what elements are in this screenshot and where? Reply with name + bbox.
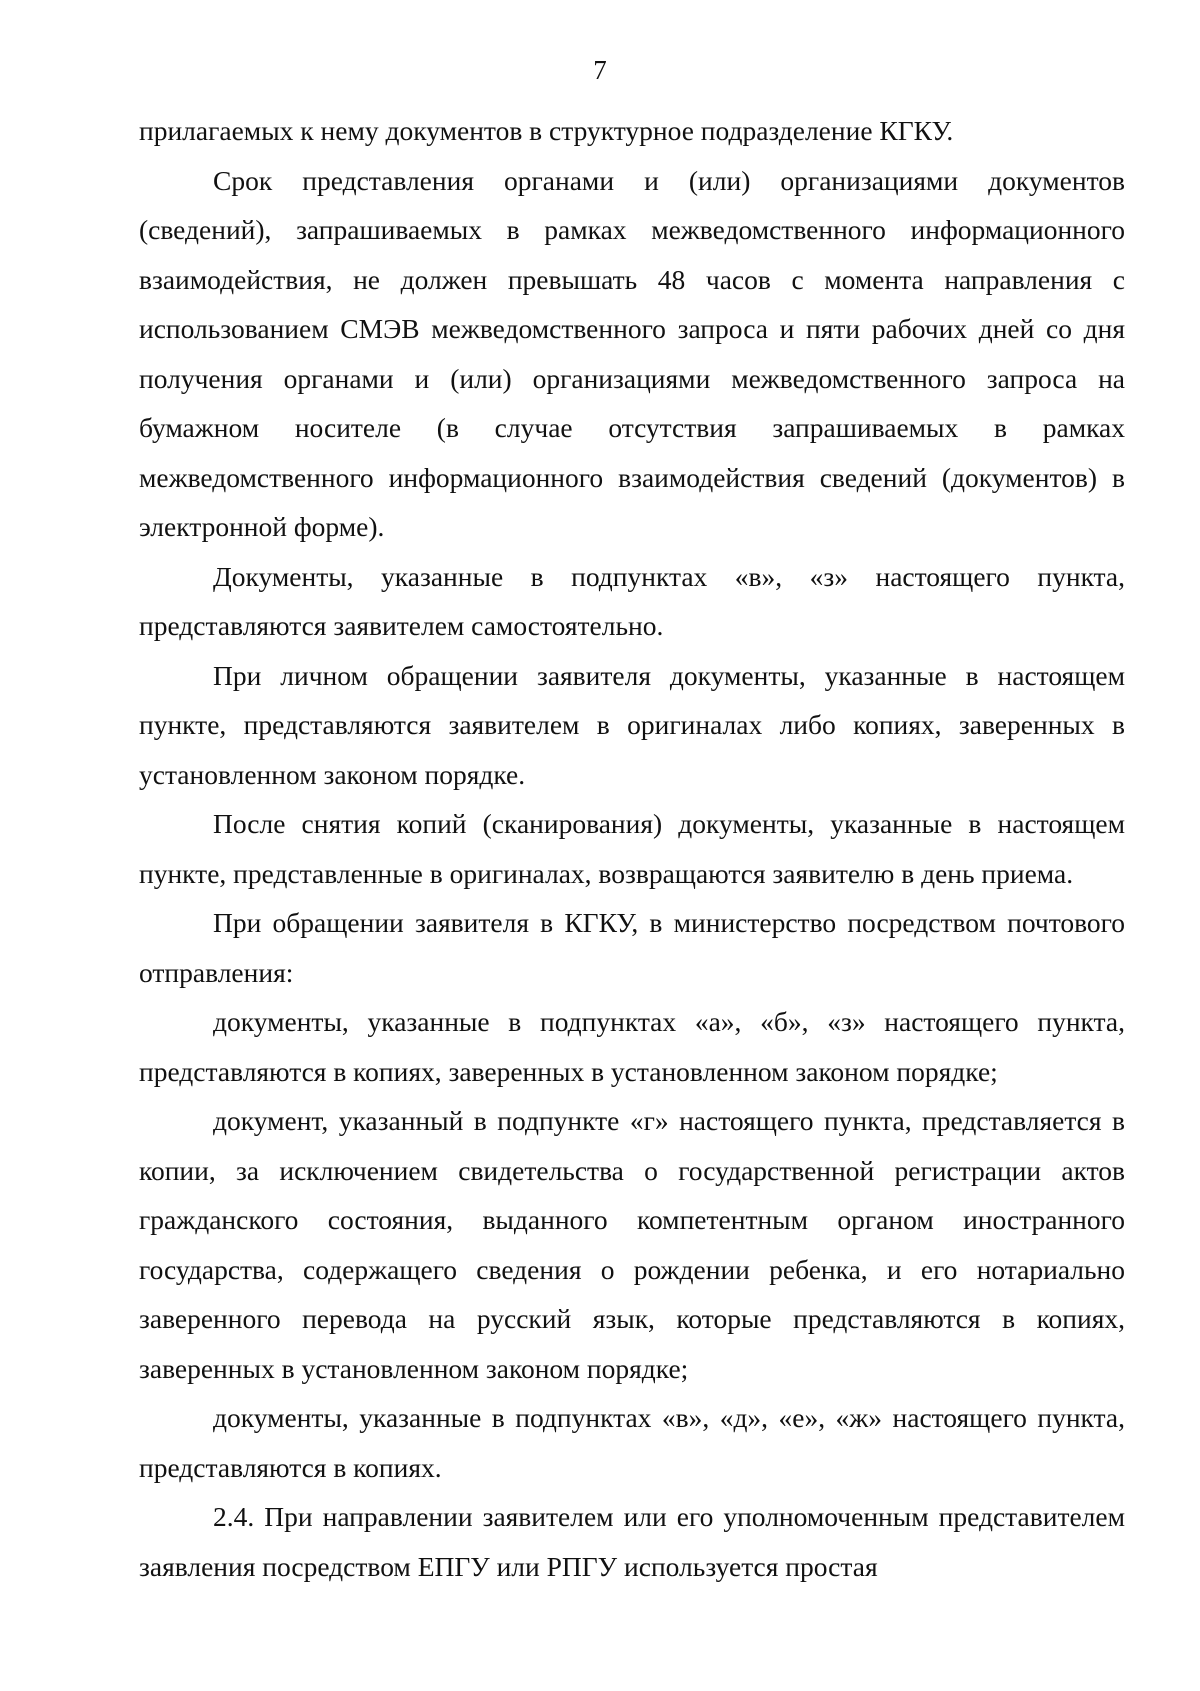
document-body: [139, 106, 1125, 1591]
paragraph-copy-g: документ, указанный в подпункте «г» настоящего пункта, представляется в копии, за исключением свидетельства о государственной регистрации актов гражданского состояния, выданного компетентным органом иностранного государства, содержащего сведения о рождении ребенка, и его нотариально заверенного перевода на русский язык, которые представляются в копиях, заверенных в установленном законом порядке;: [139, 1105, 1125, 1384]
paragraph-postal: При обращении заявителя в КГКУ, в министерство посредством почтового отправления:: [139, 907, 1125, 988]
paragraph-after-copying: После снятия копий (сканирования) документы, указанные в настоящем пункте, представленные в оригиналах, возвращаются заявителю в день приема.: [139, 808, 1125, 889]
paragraph-continuation: прилагаемых к нему документов в структурное подразделение КГКУ.: [139, 115, 954, 146]
paragraph-self-submitted: Документы, указанные в подпунктах «в», «з» настоящего пункта, представляются заявителем самостоятельно.: [139, 560, 1125, 641]
paragraph-section-2-4: 2.4. При направлении заявителем или его уполномоченным представителем заявления посредством ЕПГУ или РПГУ используется простая: [139, 1501, 1125, 1582]
paragraph-deadline: Срок представления органами и (или) организациями документов (сведений), запрашиваемых в рамках межведомственного информационного взаимодействия, не должен превышать 48 часов с момента направления с использованием СМЭВ межведомственного запроса и пяти рабочих дней со дня получения органами и (или) организациями межведомственного запроса на бумажном носителе (в случае отсутствия запрашиваемых в рамках межведомственного информационного взаимодействия сведений (документов) в электронной форме).: [139, 164, 1125, 542]
page-number: 7: [593, 55, 607, 85]
paragraph-copies-abz: документы, указанные в подпунктах «а», «б», «з» настоящего пункта, представляются в копиях, заверенных в установленном законом порядке;: [139, 1006, 1125, 1087]
paragraph-copies-vdezh: документы, указанные в подпунктах «в», «д», «е», «ж» настоящего пункта, представляются в копиях.: [139, 1402, 1125, 1483]
paragraph-personal-visit: При личном обращении заявителя документы, указанные в настоящем пункте, представляются заявителем в оригиналах либо копиях, заверенных в установленном законом порядке.: [139, 659, 1125, 790]
